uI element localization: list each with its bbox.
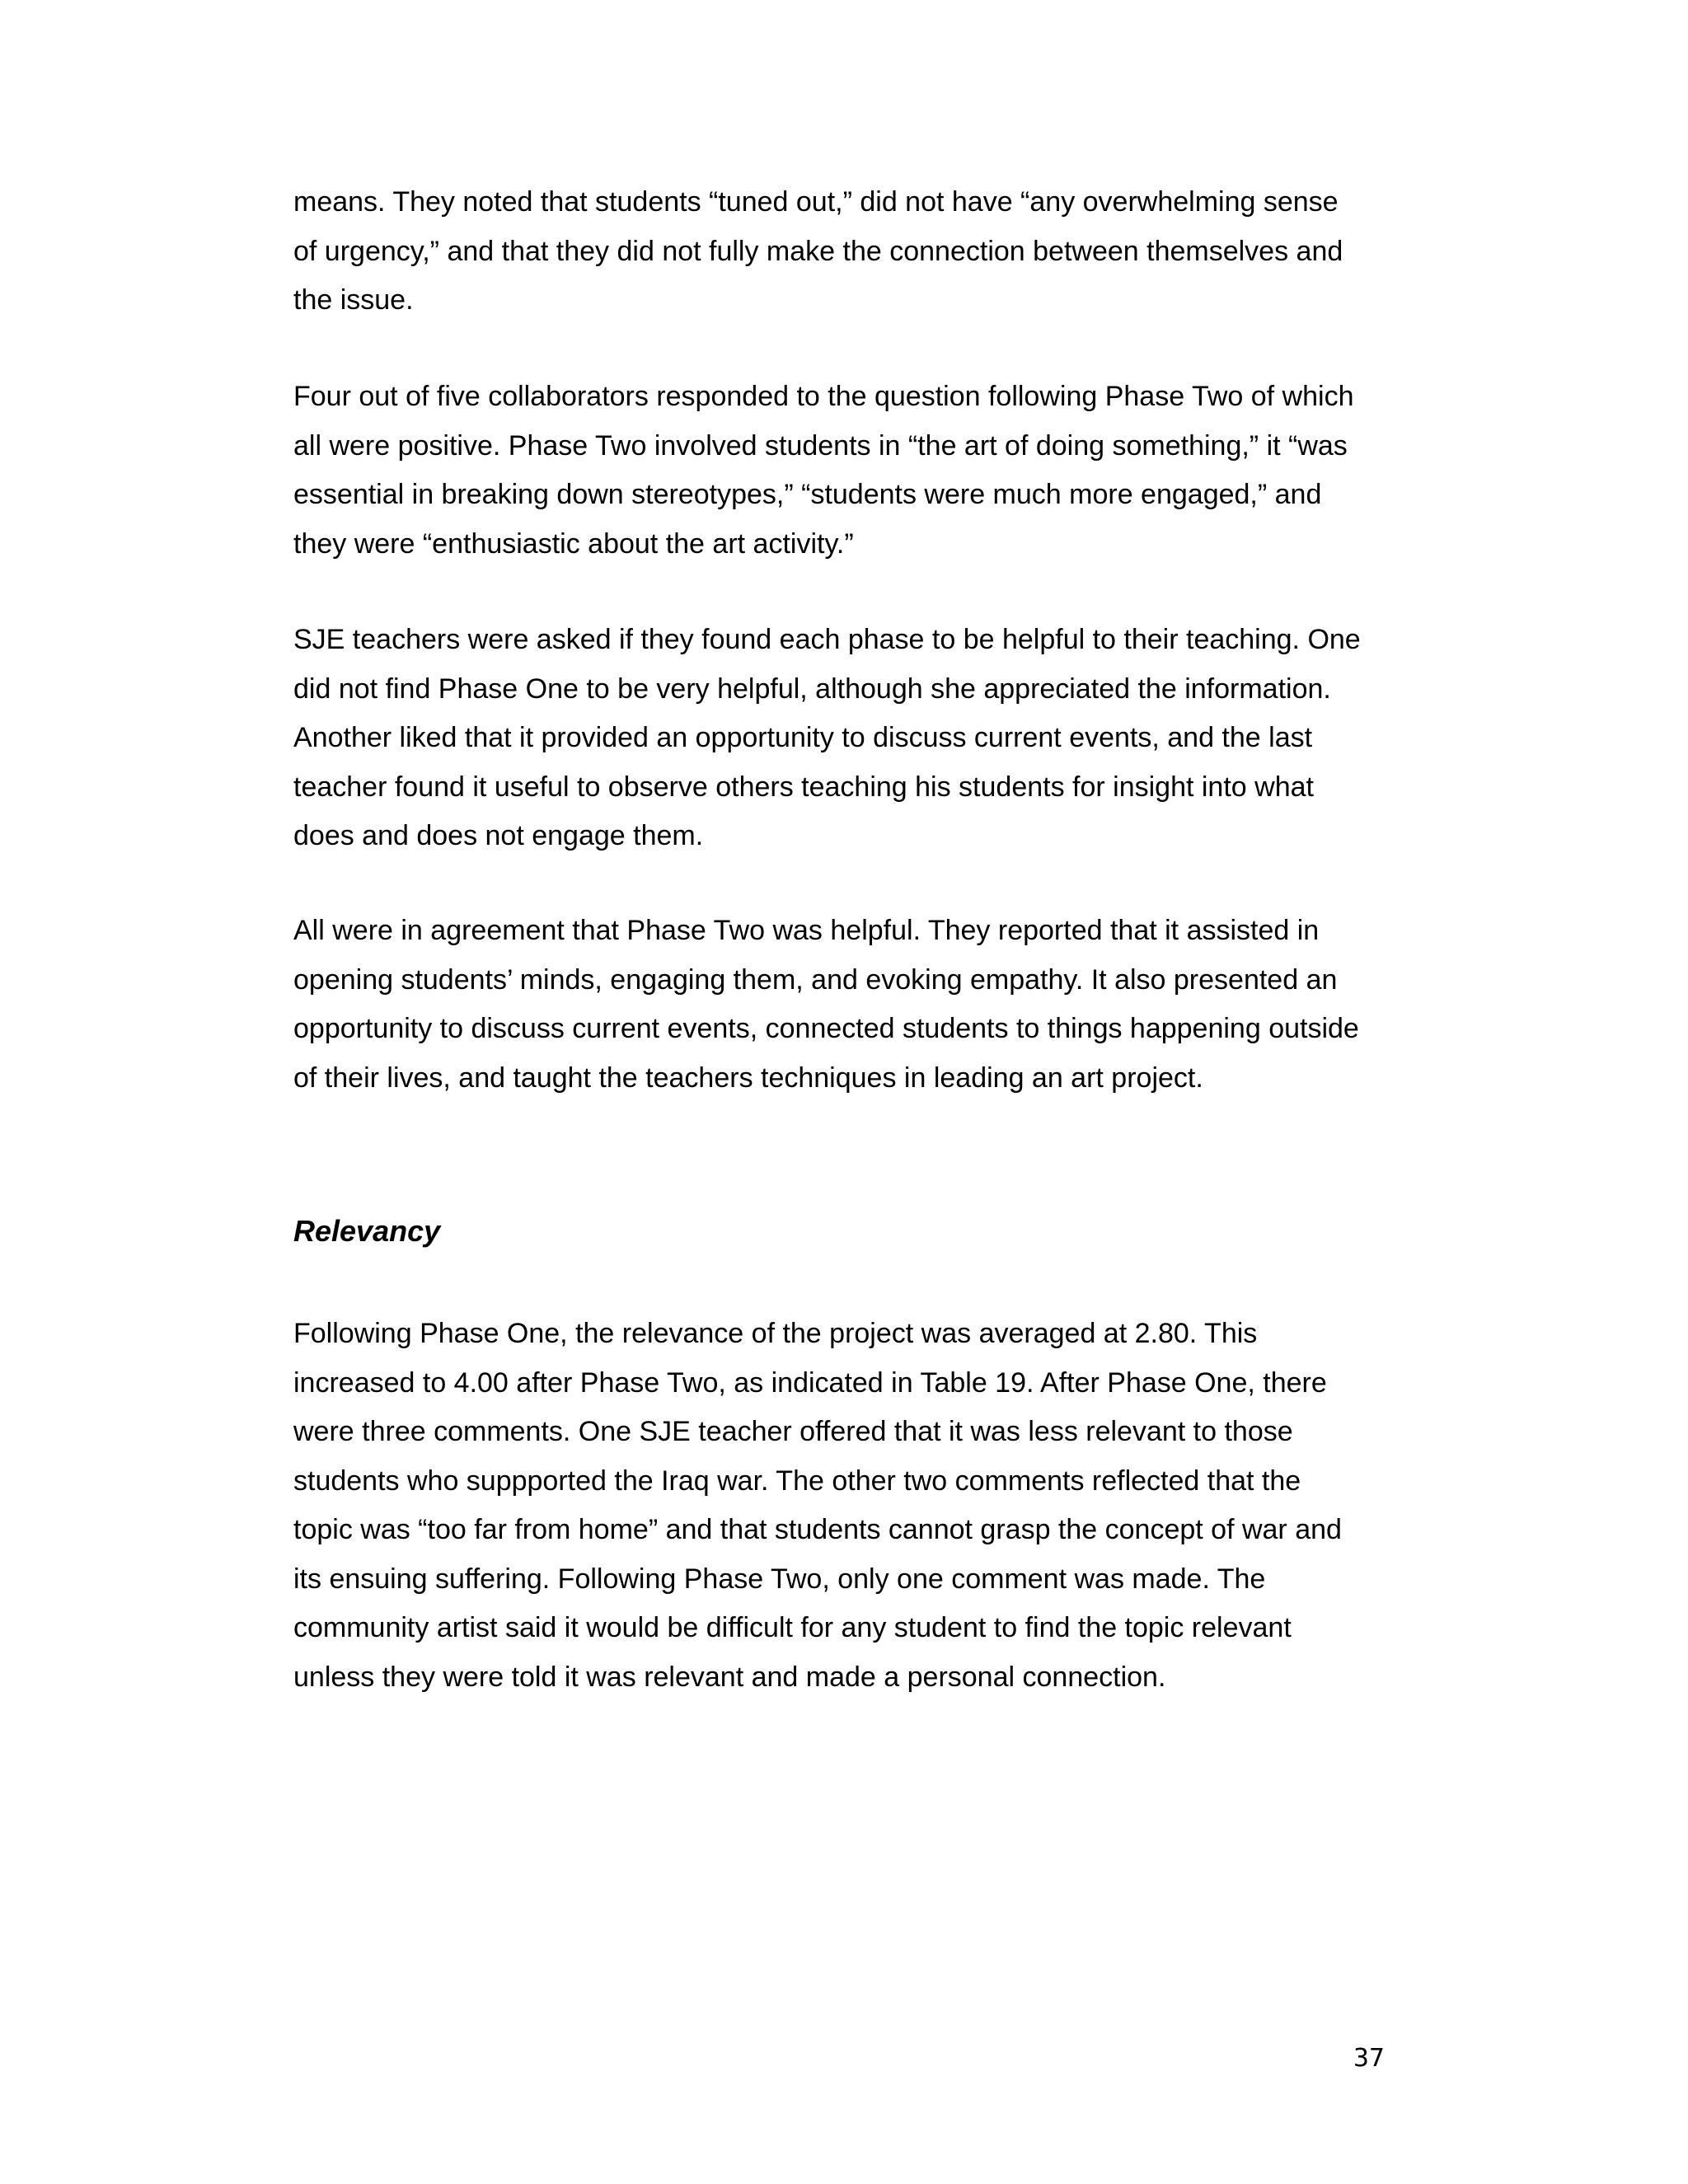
text-line: they were “enthusiastic about the art activity.”	[293, 527, 854, 560]
text-line: Another liked that it provided an opportunity to discuss current events, and the last	[293, 722, 1313, 753]
text-line: were three comments. One SJE teacher offered that it was less relevant to those	[293, 1416, 1293, 1447]
page-number: 37	[1353, 2044, 1385, 2073]
text-line: unless they were told it was relevant and made a personal connection.	[293, 1661, 1166, 1693]
paragraph-sje-teachers	[293, 616, 1398, 861]
text-line: of their lives, and taught the teachers techniques in leading an art project.	[293, 1062, 1203, 1094]
text-line: community artist said it would be difficult for any student to find the topic relevant	[293, 1612, 1292, 1643]
text-line: essential in breaking down stereotypes,” “students were much more engaged,” and	[293, 479, 1322, 510]
text-line: increased to 4.00 after Phase Two, as indicated in Table 19. After Phase One, there	[293, 1366, 1327, 1399]
text-line: opportunity to discuss current events, connected students to things happening outside	[293, 1013, 1359, 1044]
text-line: SJE teachers were asked if they found each phase to be helpful to their teaching. One	[293, 624, 1361, 655]
text-line: did not find Phase One to be very helpful, although she appreciated the information.	[293, 673, 1331, 705]
text-line: means. They noted that students “tuned out,” did not have “any overwhelming sense	[293, 186, 1339, 218]
paragraph-continuation	[293, 178, 1398, 326]
text-line: does and does not engage them.	[293, 820, 704, 851]
paragraph-agreement	[293, 907, 1398, 1103]
section-heading: Relevancy	[293, 1214, 441, 1248]
text-line: the issue.	[293, 284, 414, 316]
text-line: teacher found it useful to observe others teaching his students for insight into what	[293, 771, 1314, 803]
text-line: of urgency,” and that they did not fully make the connection between themselves and	[293, 235, 1343, 267]
paragraph-relevancy	[293, 1310, 1398, 1702]
text-line: all were positive. Phase Two involved students in “the art of doing something,” it “was	[293, 429, 1348, 462]
text-line: Following Phase One, the relevance of the project was averaged at 2.80. This	[293, 1318, 1258, 1349]
paragraph-collaborators	[293, 373, 1398, 569]
text-line: All were in agreement that Phase Two was helpful. They reported that it assisted in	[293, 915, 1320, 946]
text-line: Four out of five collaborators responded to the question following Phase Two of which	[293, 381, 1354, 412]
text-line: opening students’ minds, engaging them, and evoking empathy. It also presented an	[293, 963, 1338, 996]
text-line: students who suppported the Iraq war. The other two comments reflected that the	[293, 1465, 1301, 1497]
text-line: its ensuing suffering. Following Phase Two, only one comment was made. The	[293, 1563, 1266, 1595]
text-line: topic was “too far from home” and that students cannot grasp the concept of war and	[293, 1514, 1342, 1545]
